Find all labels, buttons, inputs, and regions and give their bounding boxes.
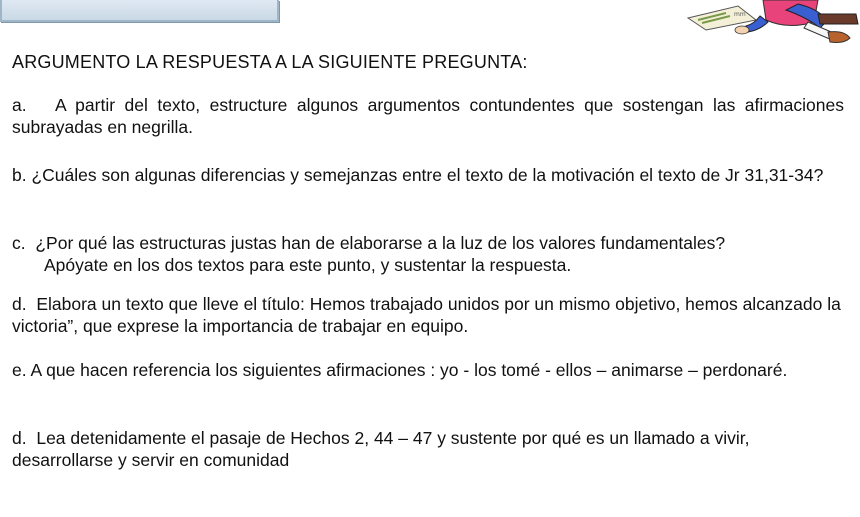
question-d xyxy=(12,293,844,337)
question-marker: a. xyxy=(12,95,27,115)
question-continuation: Apóyate en los dos textos para este punto, y sustentar la respuesta. xyxy=(44,255,572,275)
child-reading-clipart xyxy=(668,0,860,50)
question-marker: d. xyxy=(12,294,27,314)
question-e xyxy=(12,359,844,381)
question-text: A que hacen referencia los siguientes afirmaciones : yo - los tomé - ellos – animarse – perdonaré. xyxy=(30,360,788,380)
clipart-scribble: mm xyxy=(734,11,746,18)
question-text: Lea detenidamente el pasaje de Hechos 2, 44 – 47 y sustente por qué es un llamado a vivir, desarrollarse y servir en comunidad xyxy=(12,428,750,470)
question-marker: b. xyxy=(12,165,27,185)
question-text: A partir del texto, estructure algunos argumentos contundentes que sostengan las afirmaciones subrayadas en negrilla. xyxy=(12,95,845,137)
question-text: ¿Cuáles son algunas diferencias y semejanzas entre el texto de la motivación el texto de Jr 31,31-34? xyxy=(31,165,824,185)
question-marker: d. xyxy=(12,428,27,448)
page-title: ARGUMENTO LA RESPUESTA A LA SIGUIENTE PREGUNTA: xyxy=(12,52,528,72)
top-banner-frame xyxy=(0,0,279,22)
question-marker: e. xyxy=(12,360,27,380)
question-c xyxy=(12,232,844,276)
question-d-second xyxy=(12,427,844,471)
question-text: Elabora un texto que lleve el título: Hemos trabajado unidos por un mismo objetivo, hemos alcanzado la victoria”, que exprese la importancia de trabajar en equipo. xyxy=(12,294,841,336)
question-b xyxy=(12,164,844,186)
question-marker: c. xyxy=(12,233,26,253)
question-a xyxy=(12,94,844,138)
question-text: ¿Por qué las estructuras justas han de elaborarse a la luz de los valores fundamentales? xyxy=(35,233,726,253)
